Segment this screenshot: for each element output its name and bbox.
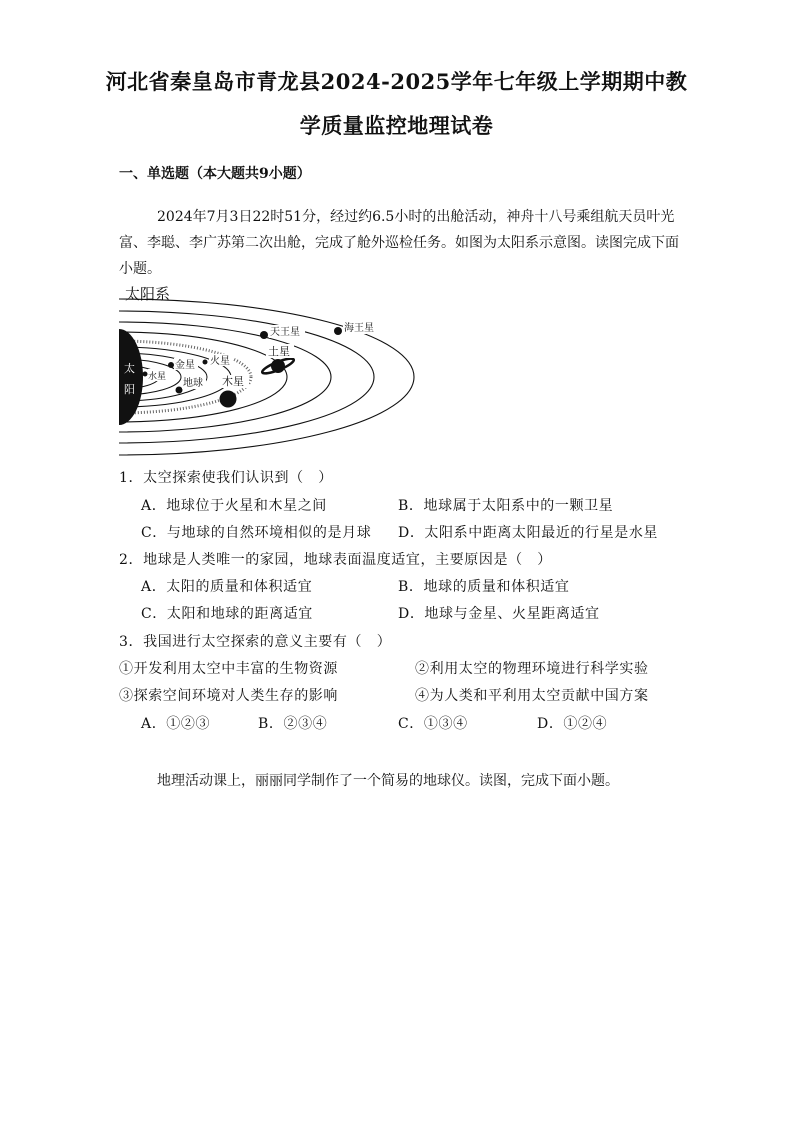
question-1-stem: 1．太空探索使我们认识到（ ） bbox=[119, 470, 333, 486]
jupiter-label: 木星 bbox=[222, 375, 244, 388]
question-3-option-a[interactable]: A．①②③ bbox=[141, 716, 211, 732]
mercury-icon bbox=[143, 372, 148, 377]
sun-icon bbox=[119, 329, 143, 425]
venus-icon bbox=[168, 362, 174, 368]
sun-label-1: 太 bbox=[124, 362, 135, 375]
saturn-icon bbox=[261, 356, 296, 376]
question-1-option-b[interactable]: B．地球属于太阳系中的一颗卫星 bbox=[398, 498, 614, 514]
neptune-icon bbox=[334, 327, 342, 335]
intro-paragraph: 2024年7月3日22时51分，经过约6.5小时的出舱活动，神舟十八号乘组航天员叶光富、李聪、李广苏第二次出舱，完成了舱外巡检任务。如图为太阳系示意图。读图完成下面小题。 bbox=[119, 209, 679, 277]
section-heading: 一、单选题（本大题共9小题） bbox=[119, 166, 311, 182]
mars-label: 火星 bbox=[210, 356, 230, 367]
figure-title: 太阳系 bbox=[125, 285, 171, 303]
mars-icon bbox=[203, 360, 208, 365]
exam-title-line-1: 河北省秦皇岛市青龙县2024-2025学年七年级上学期期中教 bbox=[105, 69, 688, 94]
uranus-icon bbox=[260, 331, 268, 339]
question-3-item-1: ①开发利用太空中丰富的生物资源 bbox=[119, 661, 338, 677]
question-3-option-c[interactable]: C．①③④ bbox=[398, 716, 468, 732]
venus-label: 金星 bbox=[175, 360, 195, 371]
question-2-option-a[interactable]: A．太阳的质量和体积适宜 bbox=[141, 579, 313, 595]
jupiter-icon bbox=[220, 391, 237, 408]
exam-title-line-2: 学质量监控地理试卷 bbox=[299, 113, 494, 138]
question-2-option-b[interactable]: B．地球的质量和体积适宜 bbox=[398, 579, 570, 595]
sun-label-2: 阳 bbox=[124, 383, 135, 396]
question-3-item-2: ②利用太空的物理环境进行科学实验 bbox=[415, 661, 649, 677]
intro-paragraph-2: 地理活动课上，丽丽同学制作了一个简易的地球仪。读图，完成下面小题。 bbox=[157, 773, 619, 789]
uranus-label: 天王星 bbox=[270, 327, 300, 338]
earth-icon bbox=[176, 387, 183, 394]
earth-label: 地球 bbox=[183, 378, 203, 389]
mercury-label: 水星 bbox=[148, 372, 167, 382]
question-2-option-d[interactable]: D．地球与金星、火星距离适宜 bbox=[398, 606, 600, 622]
question-2-stem: 2．地球是人类唯一的家园，地球表面温度适宜，主要原因是（ ） bbox=[119, 552, 552, 568]
question-1-option-a[interactable]: A．地球位于火星和木星之间 bbox=[141, 498, 327, 514]
question-1-option-d[interactable]: D．太阳系中距离太阳最近的行星是水星 bbox=[398, 525, 659, 541]
question-2-option-c[interactable]: C．太阳和地球的距离适宜 bbox=[141, 606, 313, 622]
question-3-stem: 3．我国进行太空探索的意义主要有（ ） bbox=[119, 634, 392, 650]
question-3-option-d[interactable]: D．①②④ bbox=[537, 716, 608, 732]
saturn-label: 土星 bbox=[268, 345, 290, 358]
question-3-option-b[interactable]: B．②③④ bbox=[258, 716, 328, 732]
question-3-item-3: ③探索空间环境对人类生存的影响 bbox=[119, 688, 338, 704]
question-1-option-c[interactable]: C．与地球的自然环境相似的是月球 bbox=[141, 525, 372, 541]
solar-system-figure bbox=[119, 282, 419, 460]
neptune-label: 海王星 bbox=[344, 323, 374, 334]
question-3-item-4: ④为人类和平利用太空贡献中国方案 bbox=[415, 688, 649, 704]
